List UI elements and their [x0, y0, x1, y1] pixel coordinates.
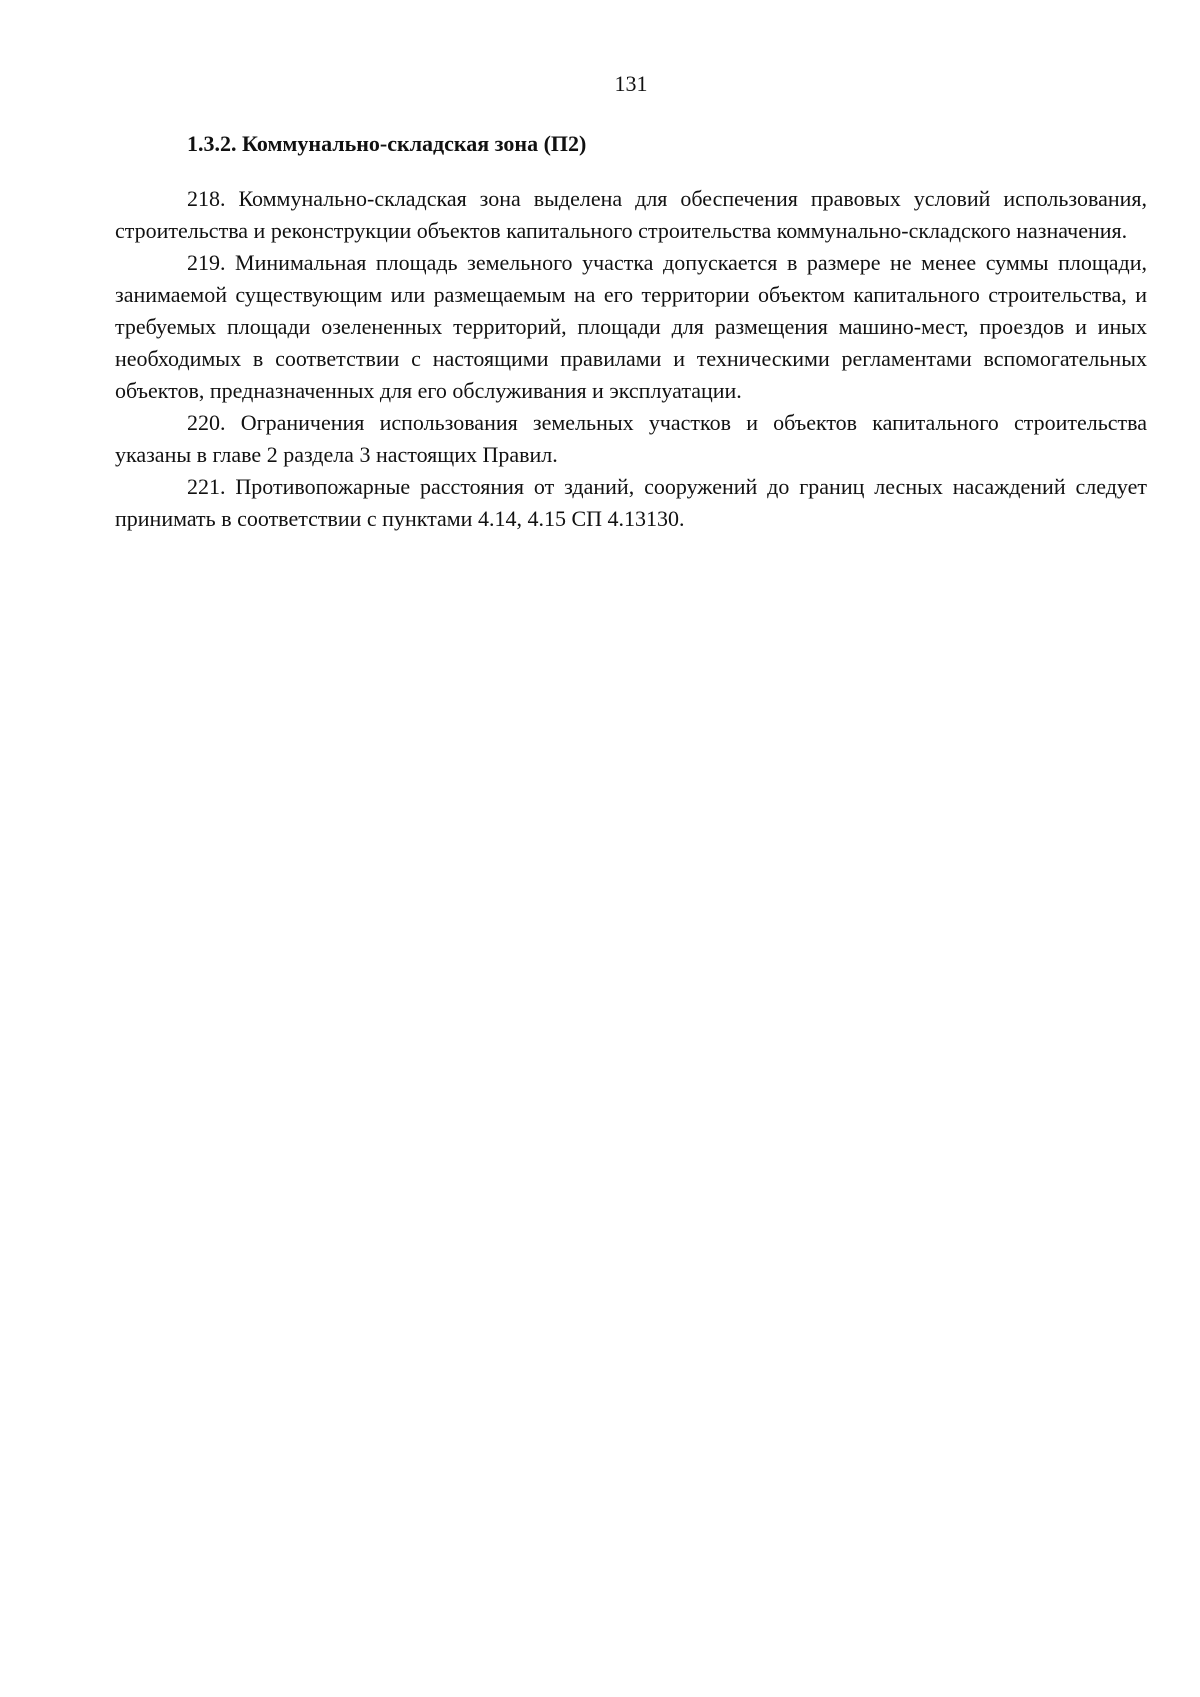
page-number: 131 — [614, 71, 648, 96]
paragraph-220: 220. Ограничения использования земельных участков и объектов капитального строительства указаны в главе 2 раздела 3 настоящих Правил. — [115, 410, 1147, 467]
paragraph-219: 219. Минимальная площадь земельного участка допускается в размере не менее суммы площади, занимаемой существующим или размещаемым на его территории объектом капитального строительства, и требуемых площади озелененных территорий, площади для размещения машино-мест, проездов и иных необходимых в соответствии с настоящими правилами и техническими регламентами вспомогательных объектов, предназначенных для его обслуживания и эксплуатации. — [115, 250, 1147, 403]
document-body — [115, 183, 1147, 535]
section-heading: 1.3.2. Коммунально-складская зона (П2) — [187, 131, 587, 156]
paragraph-218: 218. Коммунально-складская зона выделена для обеспечения правовых условий использования, строительства и реконструкции объектов капитального строительства коммунально-складского назначения. — [115, 186, 1147, 243]
paragraph-221: 221. Противопожарные расстояния от зданий, сооружений до границ лесных насаждений следует принимать в соответствии с пунктами 4.14, 4.15 СП 4.13130. — [115, 474, 1147, 531]
